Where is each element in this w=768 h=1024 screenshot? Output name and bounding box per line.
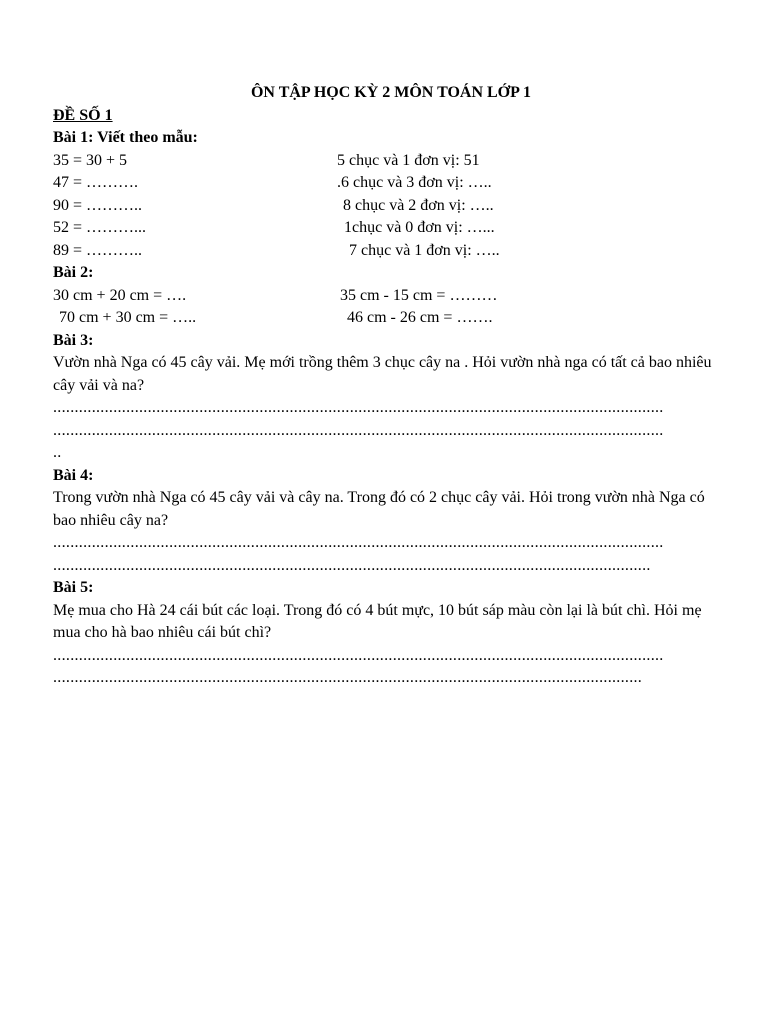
- bai1-row: [53, 240, 713, 263]
- bai2-heading: Bài 2:: [53, 264, 94, 281]
- bai2-row: [53, 307, 713, 330]
- bai2-right: 35 cm - 15 cm = ………: [340, 286, 498, 304]
- bai1-row: [53, 150, 713, 173]
- bai1-right: 5 chục và 1 đơn vị: 51: [337, 151, 480, 169]
- bai1-left: 52 = ………...: [53, 219, 147, 236]
- bai3-answer-line: ..............................................................................................................................................: [53, 421, 664, 439]
- bai3-heading: Bài 3:: [53, 331, 94, 349]
- bai1-heading: Bài 1: Viết theo mẫu:: [53, 129, 198, 146]
- bai1-left: 89 = ………..: [53, 241, 143, 259]
- bai3-question: Vườn nhà Nga có 45 cây vải. Mẹ mới trồng thêm 3 chục cây na . Hỏi vườn nhà nga có tất cả bao nhiêu cây vải và na?: [53, 354, 712, 394]
- bai1-left: 47 = ……….: [53, 174, 139, 191]
- worksheet-title: ÔN TẬP HỌC KỲ 2 MÔN TOÁN LỚP 1: [250, 84, 532, 101]
- bai4-answer-line: ..............................................................................................................................................: [53, 534, 664, 551]
- bai1-right: 7 chục và 1 đơn vị: …..: [349, 241, 500, 259]
- bai4-heading: Bài 4:: [53, 466, 94, 484]
- bai1-right: 1chục và 0 đơn vị: …...: [344, 219, 495, 236]
- worksheet: [53, 82, 713, 690]
- bai1-row: [53, 217, 713, 240]
- bai5-heading: Bài 5:: [53, 579, 94, 596]
- bai1-row: [53, 172, 713, 195]
- bai1-right: 8 chục và 2 đơn vị: …..: [343, 196, 494, 214]
- bai3-answer-line: ..: [53, 444, 62, 461]
- bai5-answer-line: ..............................................................................................................................................: [53, 646, 664, 664]
- bai2-left: 30 cm + 20 cm = ….: [53, 286, 187, 304]
- bai2-row: [53, 285, 713, 308]
- bai5-answer-line: .........................................................................................................................................: [53, 669, 643, 686]
- bai3-answer-line: ..............................................................................................................................................: [53, 399, 664, 416]
- bai4-question: Trong vườn nhà Nga có 45 cây vải và cây na. Trong đó có 2 chục cây vải. Hỏi trong vườn nhà Nga có bao nhiêu cây na?: [53, 489, 705, 529]
- exam-label: ĐỀ SỐ 1: [53, 106, 113, 124]
- bai1-left: 90 = ………..: [53, 196, 143, 214]
- bai4-answer-line: ...........................................................................................................................................: [53, 556, 651, 574]
- bai1-left: 35 = 30 + 5: [53, 151, 128, 169]
- bai5-question: Mẹ mua cho Hà 24 cái bút các loại. Trong đó có 4 bút mực, 10 bút sáp màu còn lại là bút chì. Hỏi mẹ mua cho hà bao nhiêu cái bút chì?: [53, 601, 702, 641]
- bai1-right: .6 chục và 3 đơn vị: …..: [337, 174, 492, 191]
- bai2-left: 70 cm + 30 cm = …..: [59, 309, 197, 326]
- bai1-row: [53, 195, 713, 218]
- bai2-right: 46 cm - 26 cm = …….: [347, 309, 493, 326]
